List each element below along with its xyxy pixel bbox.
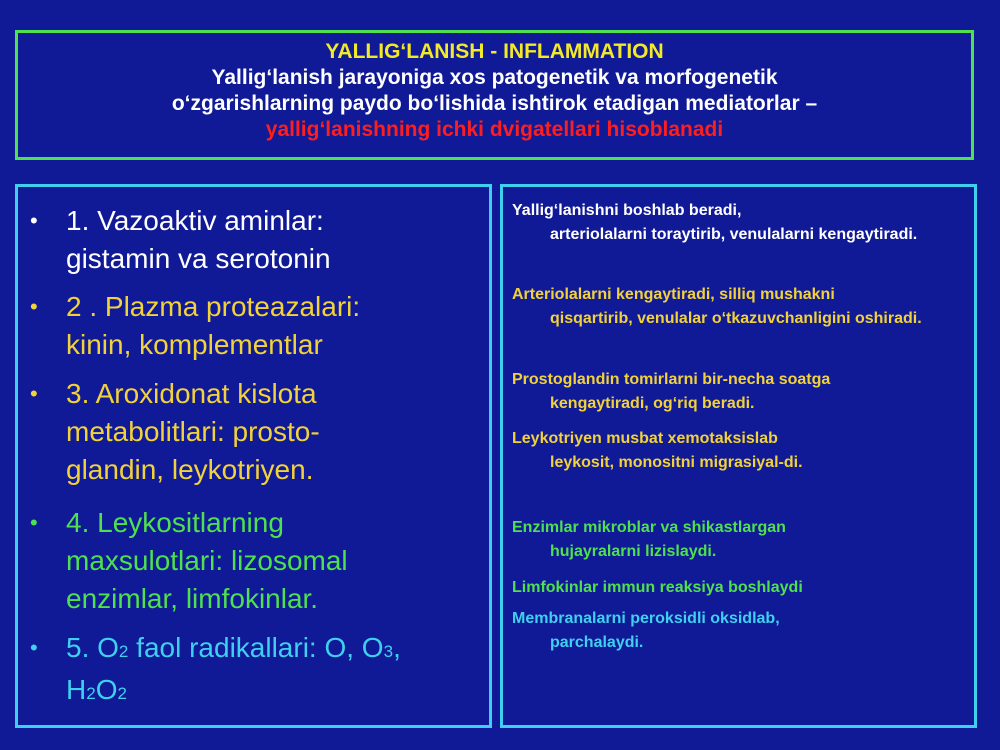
effect-paragraph <box>512 516 962 564</box>
effect-first-line: Arteriolalarni kengaytiradi, silliq mushakni <box>512 286 835 303</box>
item-text: 3. Aroxidonat kislota <box>66 378 317 409</box>
bullet-icon: • <box>30 381 38 406</box>
list-item <box>30 202 476 278</box>
effect-continuation: arteriolalarni toraytirib, venulalarni kengaytiradi. <box>550 226 918 243</box>
item-text: 2 . Plazma proteazalari: <box>66 291 361 322</box>
list-item <box>30 504 476 618</box>
effect-paragraph <box>512 368 962 416</box>
item-text: kinin, komplementlar <box>66 329 323 360</box>
effect-continuation: parchalaydi. <box>550 634 644 651</box>
list-item <box>30 629 476 713</box>
bullet-icon: • <box>30 294 38 319</box>
effect-first-line: Yallig‘lanishni boshlab beradi, <box>512 202 742 219</box>
list-item <box>30 375 476 489</box>
subtitle-line-1: Yallig‘lanish jarayoniga xos patogenetik va morfogenetik <box>211 66 778 89</box>
effect-paragraph <box>512 576 962 600</box>
title-panel <box>15 30 974 160</box>
item-text: O <box>95 674 118 705</box>
item-text: 1. Vazoaktiv aminlar: <box>66 205 324 236</box>
effect-paragraph <box>512 283 962 331</box>
item-text: , <box>393 632 401 663</box>
item-text: glandin, leykotriyen. <box>66 454 314 485</box>
subtitle-highlight: yallig‘lanishning ichki dvigatellari hisoblanadi <box>265 118 724 141</box>
subscript: 3 <box>383 642 394 661</box>
effect-first-line: Limfokinlar immun reaksiya boshlaydi <box>512 579 803 596</box>
effect-first-line: Membranalarni peroksidli oksidlab, <box>512 610 780 627</box>
effect-continuation: leykosit, monositni migrasiyal-di. <box>550 454 803 471</box>
bullet-icon: • <box>30 635 38 660</box>
item-text: maxsulotlari: lizosomal <box>66 545 348 576</box>
list-item <box>30 288 476 364</box>
subscript: 2 <box>117 684 127 703</box>
item-text: H <box>66 674 87 705</box>
item-text: enzimlar, limfokinlar. <box>66 583 319 614</box>
effect-paragraph <box>512 607 962 655</box>
item-text: gistamin va serotonin <box>66 243 331 274</box>
effect-first-line: Enzimlar mikroblar va shikastlargan <box>512 519 786 536</box>
subtitle-line-2: o‘zgarishlarning paydo bo‘lishida ishtirok etadigan mediatorlar – <box>171 92 818 115</box>
effect-first-line: Leykotriyen musbat xemotaksislab <box>512 430 778 447</box>
effect-paragraph <box>512 427 962 475</box>
slide-title: YALLIG‘LANISH - INFLAMMATION <box>325 40 664 63</box>
effect-continuation: hujayralarni lizislaydi. <box>550 543 717 560</box>
item-text: 5. O <box>66 632 119 663</box>
mediator-list-panel <box>15 184 492 728</box>
effect-first-line: Prostoglandin tomirlarni bir-necha soatga <box>512 371 831 388</box>
item-text: 4. Leykositlarning <box>66 507 284 538</box>
item-text: faol radikallari: O, O <box>128 632 384 663</box>
subscript: 2 <box>118 642 129 661</box>
effect-paragraph <box>512 199 962 247</box>
subscript: 2 <box>86 684 96 703</box>
effect-continuation: kengaytiradi, og‘riq beradi. <box>550 395 755 412</box>
bullet-icon: • <box>30 510 38 535</box>
effect-continuation: qisqartirib, venulalar o‘tkazuvchanligini oshiradi. <box>550 310 922 327</box>
item-text: metabolitlari: prosto- <box>66 416 320 447</box>
effects-panel <box>500 184 977 728</box>
bullet-icon: • <box>30 208 38 233</box>
